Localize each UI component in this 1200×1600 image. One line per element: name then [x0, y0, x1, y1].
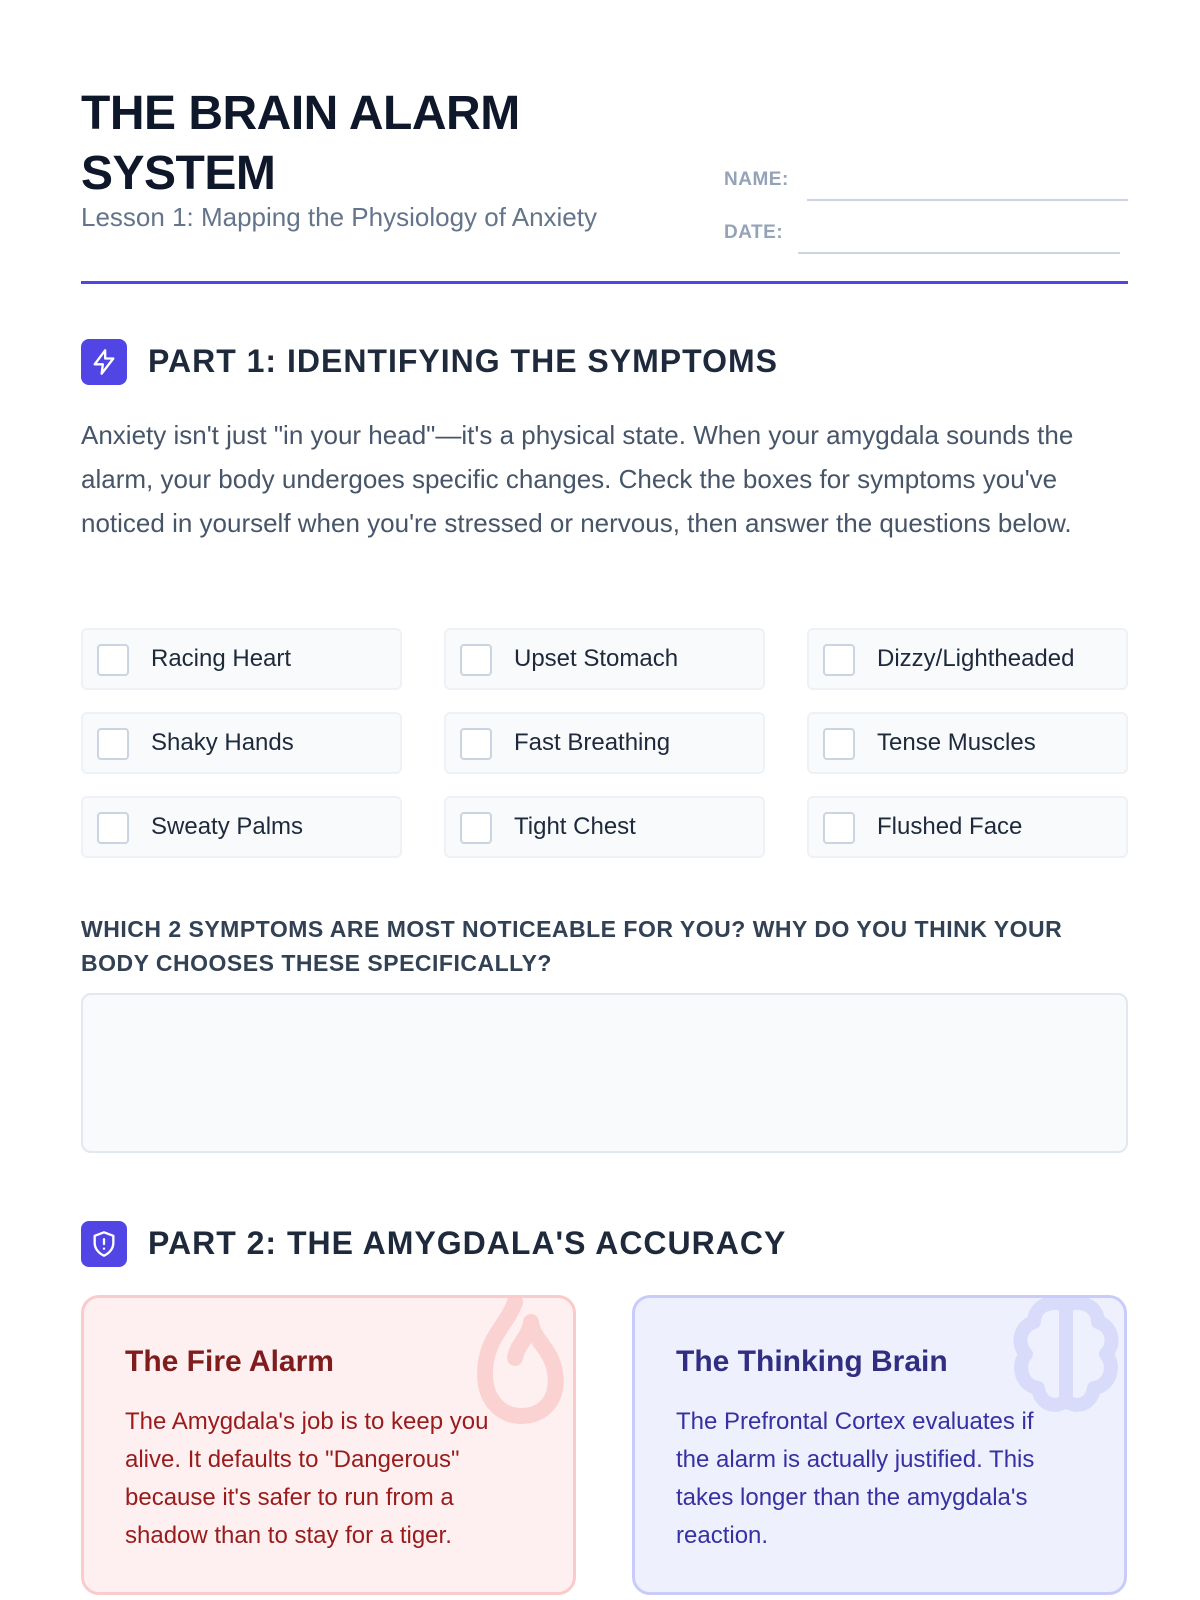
symptom-label: Fast Breathing	[514, 729, 671, 756]
card-title: The Fire Alarm	[125, 1345, 334, 1378]
symptom-label: Tight Chest	[514, 813, 636, 840]
checkbox[interactable]	[97, 812, 129, 844]
symptom-label: Dizzy/Lightheaded	[877, 645, 1075, 672]
checkbox[interactable]	[460, 728, 492, 760]
card-body: The Amygdala's job is to keep you alive. It defaults to "Dangerous" because it's safer to run from a shadow than to stay for a tiger.	[125, 1408, 489, 1549]
answer-box[interactable]	[81, 993, 1128, 1153]
checkbox[interactable]	[97, 644, 129, 676]
name-label: NAME:	[724, 169, 789, 190]
symptom-fast-breathing[interactable]	[444, 712, 765, 774]
date-line[interactable]	[798, 252, 1120, 254]
checkbox[interactable]	[823, 728, 855, 760]
part1-title: PART 1: IDENTIFYING THE SYMPTOMS	[148, 343, 778, 379]
thinking-brain-card	[632, 1295, 1127, 1595]
shield-icon	[81, 1221, 127, 1267]
date-label: DATE:	[724, 222, 784, 243]
page-subtitle: Lesson 1: Mapping the Physiology of Anxiety	[81, 202, 597, 232]
worksheet-header	[81, 80, 1128, 284]
symptom-label: Shaky Hands	[151, 729, 294, 756]
checkbox[interactable]	[97, 728, 129, 760]
symptom-tense-muscles[interactable]	[807, 712, 1128, 774]
symptom-dizzy[interactable]	[807, 628, 1128, 690]
checkbox[interactable]	[823, 644, 855, 676]
part1-question: WHICH 2 SYMPTOMS ARE MOST NOTICEABLE FOR YOU? WHY DO YOU THINK YOUR BODY CHOOSES THESE SPECIFICALLY?	[81, 916, 1063, 976]
symptom-sweaty-palms[interactable]	[81, 796, 402, 858]
part1-intro: Anxiety isn't just "in your head"—it's a physical state. When your amygdala sounds the alarm, your body undergoes specific changes. Check the boxes for symptoms you've noticed in yourself when you're stressed or nervous, then answer the questions below.	[81, 420, 1074, 538]
page-title: THE BRAIN ALARM SYSTEM	[81, 87, 520, 200]
symptom-racing-heart[interactable]	[81, 628, 402, 690]
card-title: The Thinking Brain	[676, 1345, 948, 1378]
symptom-label: Sweaty Palms	[151, 813, 304, 840]
card-body: The Prefrontal Cortex evaluates if the alarm is actually justified. This takes longer than the amygdala's reaction.	[676, 1408, 1035, 1549]
symptom-tight-chest[interactable]	[444, 796, 765, 858]
checkbox[interactable]	[823, 812, 855, 844]
symptom-label: Tense Muscles	[877, 729, 1036, 756]
worksheet-page	[81, 0, 1128, 1600]
lightning-icon	[81, 339, 127, 385]
fire-alarm-card	[81, 1295, 576, 1595]
part1-header	[81, 339, 1128, 387]
part2-title: PART 2: THE AMYGDALA'S ACCURACY	[148, 1225, 787, 1261]
symptom-label: Upset Stomach	[514, 645, 679, 672]
name-line[interactable]	[807, 199, 1128, 201]
symptom-shaky-hands[interactable]	[81, 712, 402, 774]
date-field[interactable]	[724, 214, 1128, 254]
symptom-flushed-face[interactable]	[807, 796, 1128, 858]
symptom-label: Flushed Face	[877, 813, 1023, 840]
checkbox[interactable]	[460, 812, 492, 844]
checkbox[interactable]	[460, 644, 492, 676]
name-field[interactable]	[724, 161, 1128, 201]
symptom-upset-stomach[interactable]	[444, 628, 765, 690]
part2-header	[81, 1221, 1128, 1269]
symptom-label: Racing Heart	[151, 645, 292, 672]
